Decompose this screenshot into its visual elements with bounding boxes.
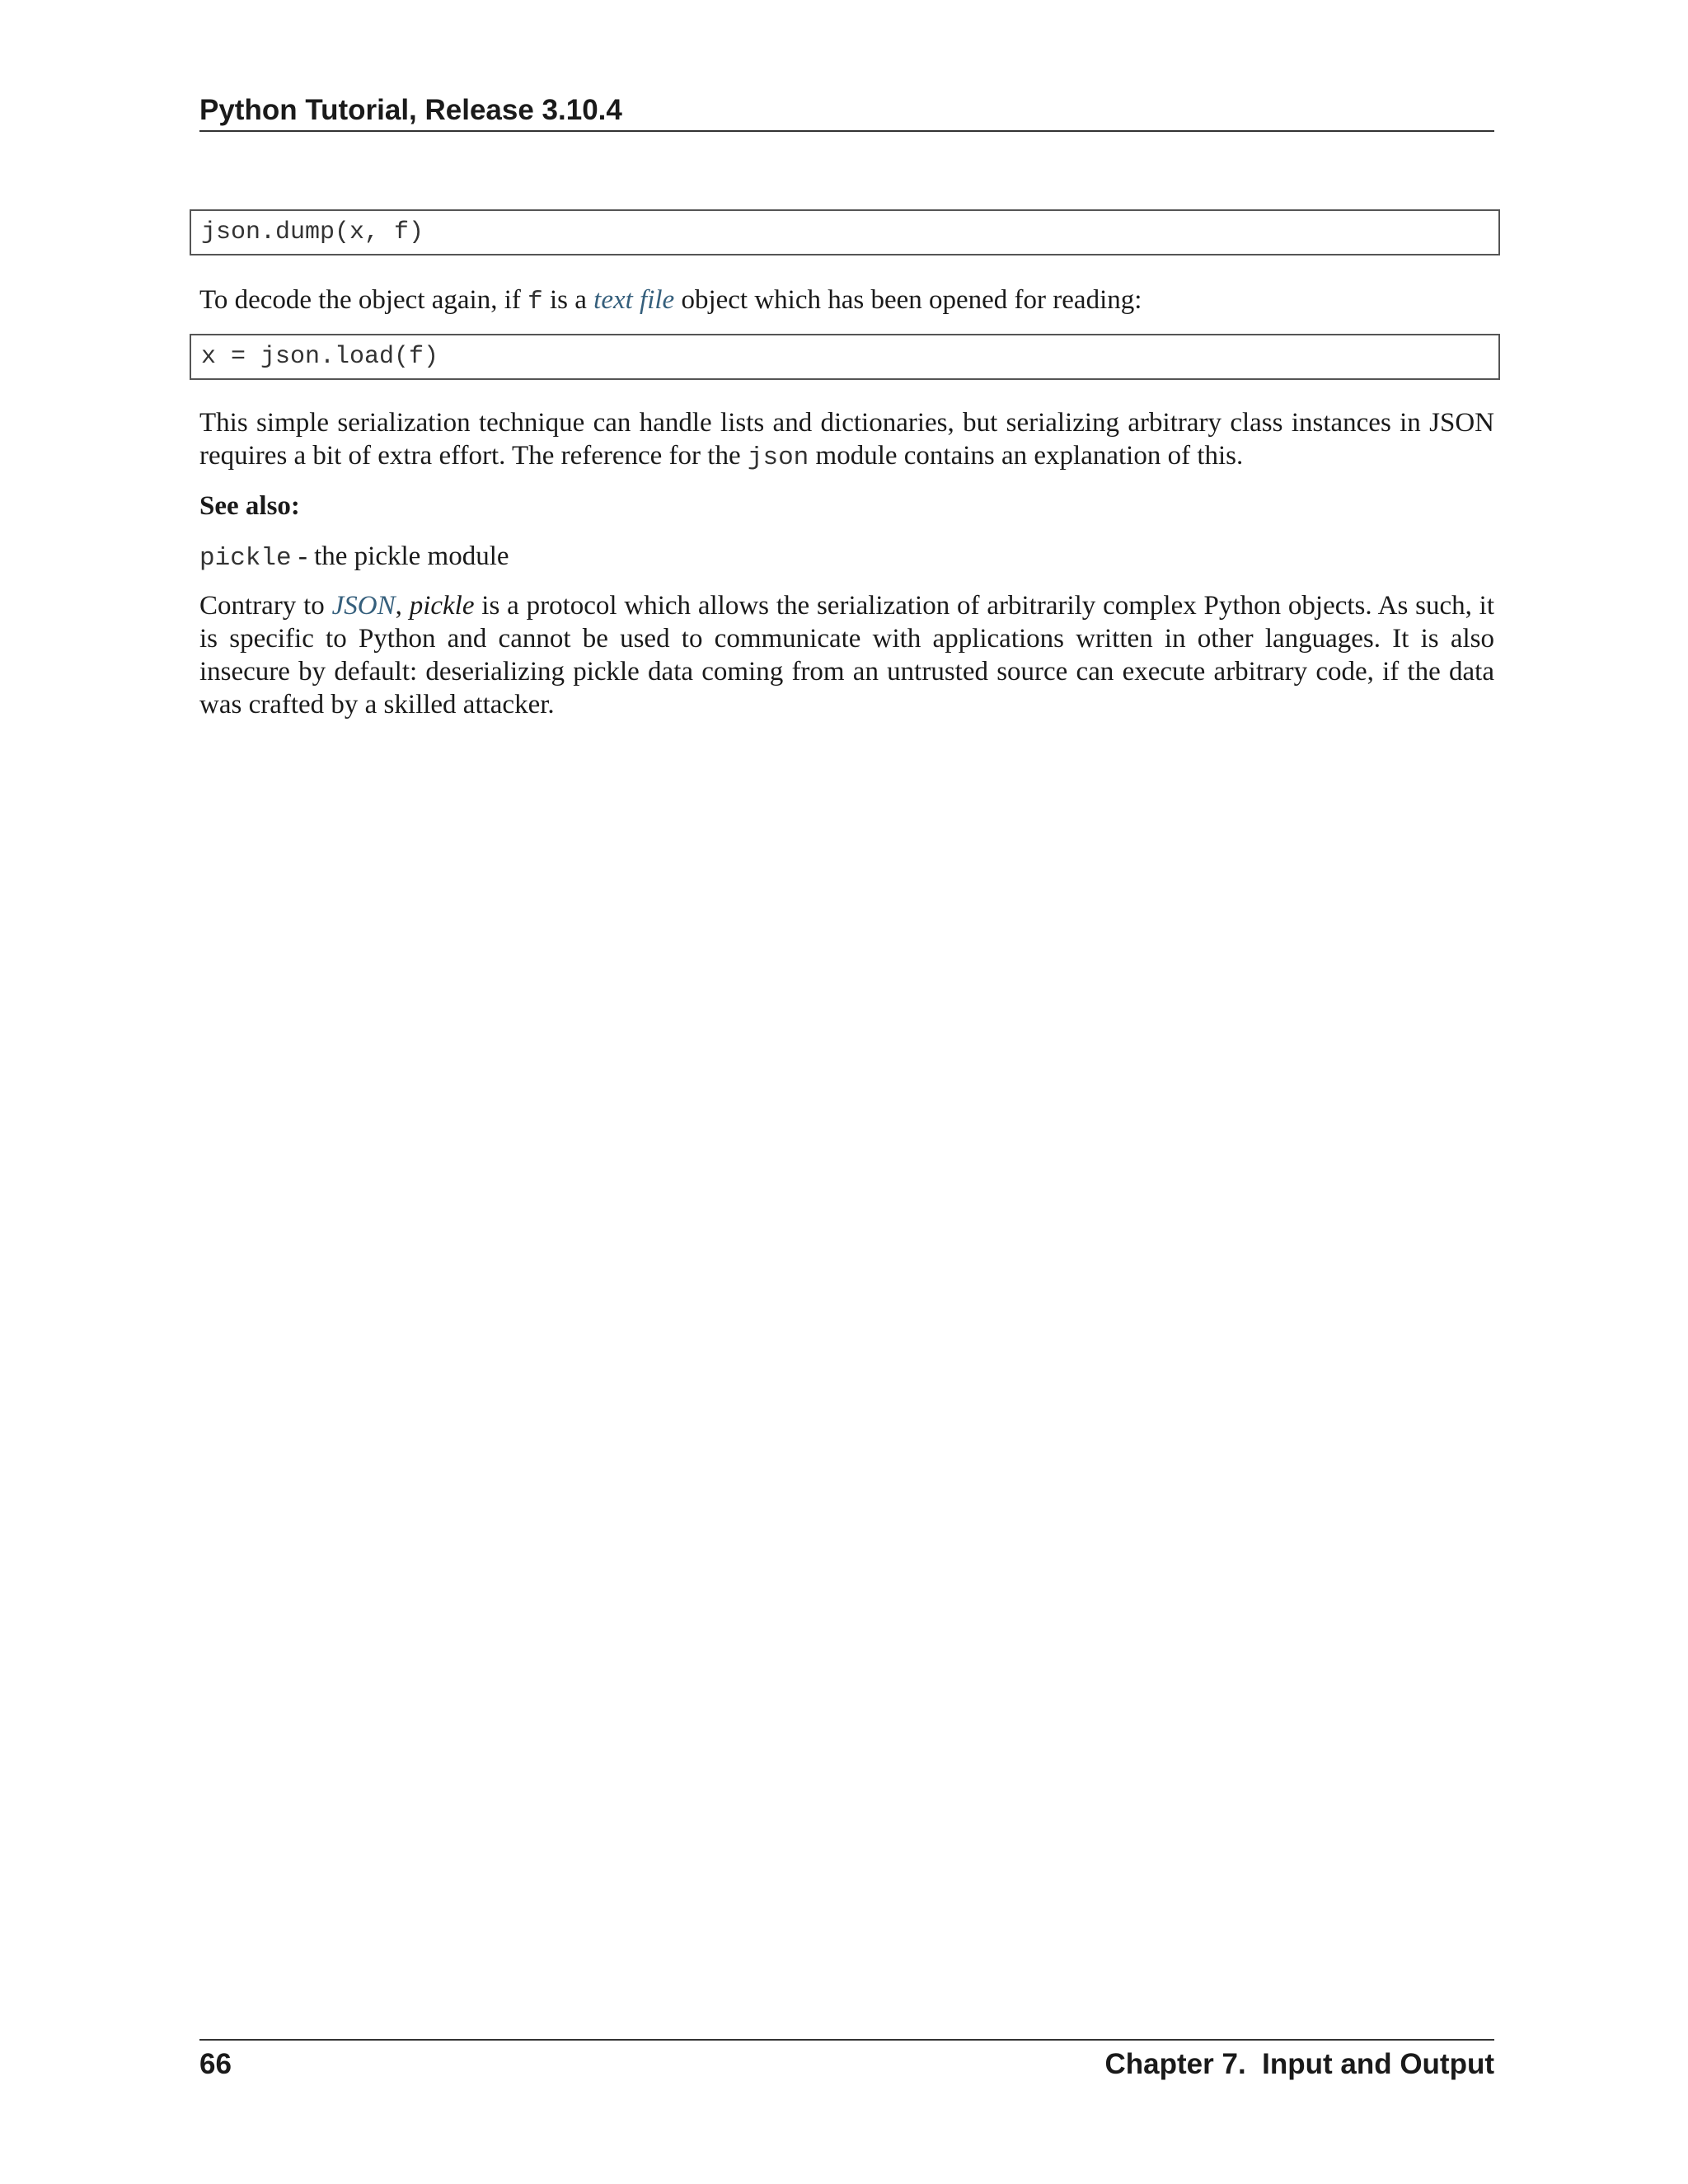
page-number: 66 (199, 2048, 232, 2080)
decode-text-2: is a (542, 285, 594, 315)
running-header: Python Tutorial, Release 3.10.4 (199, 94, 622, 126)
pickle-term: pickle (409, 591, 475, 621)
serialization-text-1: This simple serialization technique can handle lists and dictionaries, but serializing arbitrary class instances in JSON requires a bit of extra effort. The reference for the (199, 408, 1494, 471)
decode-text-3: object which has been opened for reading: (674, 285, 1142, 315)
decode-paragraph (199, 284, 1494, 319)
chapter-title: Chapter 7. Input and Output (1104, 2048, 1494, 2080)
pickle-comma: , (395, 591, 410, 621)
pickle-text-1: Contrary to (199, 591, 332, 621)
serialization-paragraph (199, 406, 1494, 475)
pickle-paragraph (199, 589, 1494, 721)
inline-code-f: f (528, 288, 543, 316)
footer-rule (199, 2039, 1494, 2041)
inline-code-json: json (747, 443, 809, 472)
serialization-text-2: module contains an explanation of this. (809, 441, 1244, 471)
see-also-label: See also: (199, 491, 300, 521)
code-block-json-dump: json.dump(x, f) (190, 209, 1500, 255)
link-text-file[interactable]: text file (593, 285, 675, 315)
pickle-text-2: is a protocol which allows the serialization of arbitrarily complex Python objects. As such, it is specific to Python and cannot be used to communicate with applications written in other languages. It is also insecure by default: deserializing pickle data coming from an untrusted source can execute arbitrary code, if the data was crafted by a skilled attacker. (199, 591, 1495, 719)
see-also-description: - the pickle module (291, 541, 509, 571)
decode-text-1: To decode the object again, if (199, 285, 528, 315)
header-rule (199, 130, 1494, 132)
inline-code-pickle[interactable]: pickle (199, 544, 292, 573)
see-also-entry (199, 540, 1494, 575)
link-json[interactable]: JSON (331, 591, 396, 621)
code-block-json-load: x = json.load(f) (190, 334, 1500, 380)
